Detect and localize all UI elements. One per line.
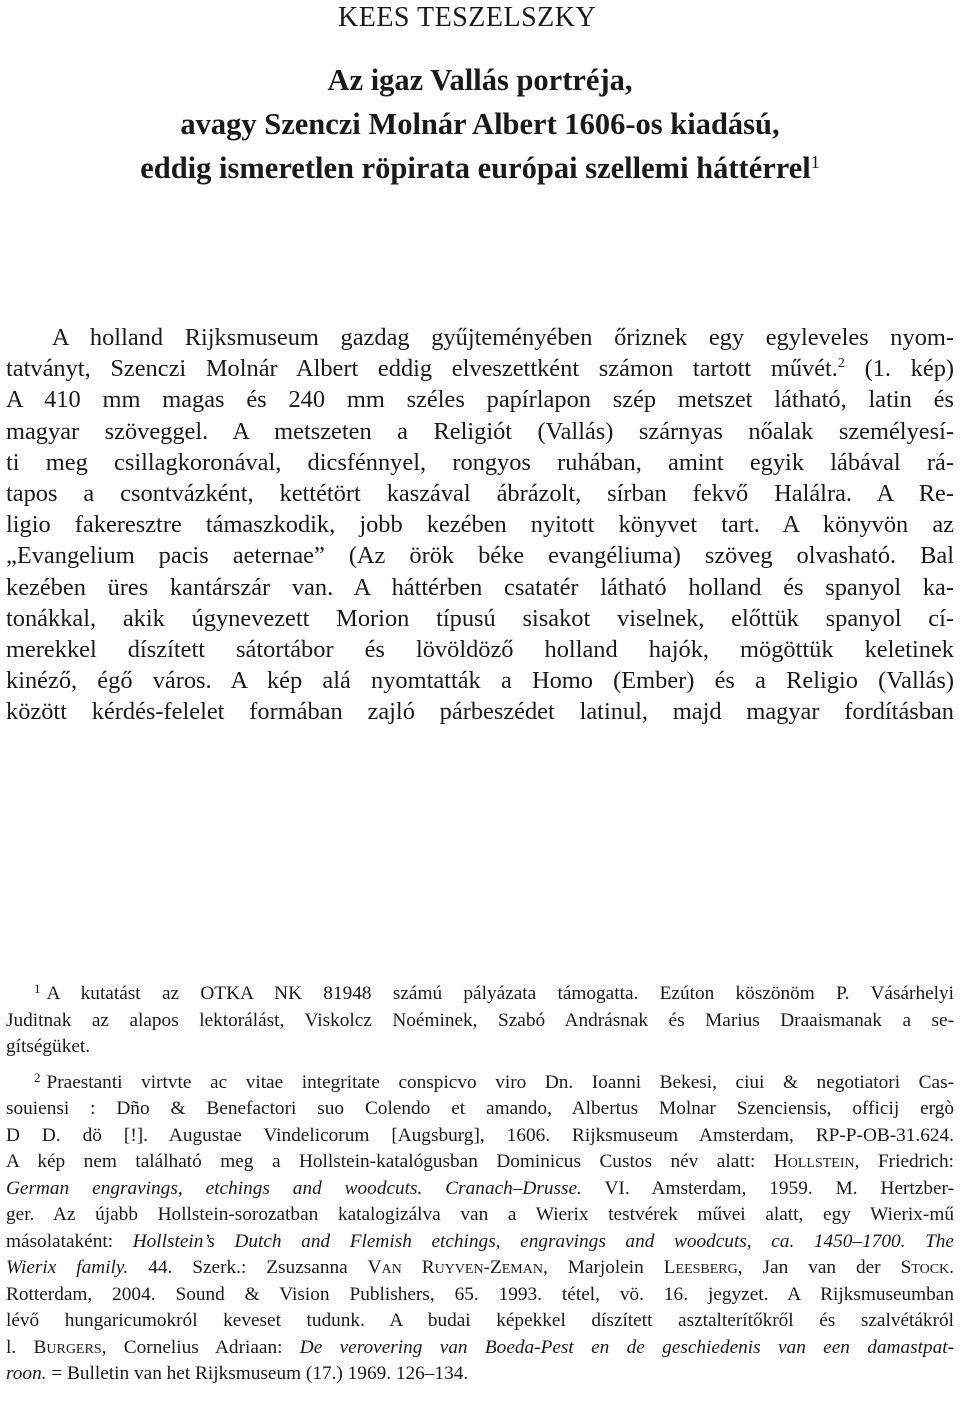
body-line: kezében üres kantárszár van. A háttérben csatatér látható holland és spanyol ka- [6, 573, 954, 601]
body-line: magyar szöveggel. A metszeten a Religiót (Vallás) szárnyas nőalak személyesí- [6, 417, 954, 445]
author-smallcaps: Van Ruyven-Zeman [367, 1257, 543, 1278]
title-footnote-ref[interactable]: 1 [810, 152, 820, 172]
author-smallcaps: Hollstein [773, 1151, 855, 1172]
footnote-2-line: D D. dö [!]. Augustae Vindelicorum [Augsburg], 1606. Rijksmuseum Amsterdam, RP-P-OB-31.624. [6, 1124, 954, 1146]
footnote-2-text: , Cornelius Adriaan: [101, 1336, 300, 1358]
footnote-2-line [6, 1335, 954, 1362]
title-line-3 [0, 146, 960, 190]
footnote-2-line: souiensi : Dño & Benefactori suo Colendo et amando, Albertus Molnar Szenciensis, officij ergò [6, 1098, 954, 1119]
footnote-2-text: , Friedrich: [854, 1151, 954, 1172]
footnote-2-text: l. [6, 1336, 34, 1358]
footnote-1-line: Juditnak az alapos lektorálást, Viskolcz Noéminek, Szabó Andrásnak és Marius Draaismanak a se- [6, 1009, 954, 1031]
footnote-2-text: A kép nem található meg a Hollstein-katalógusban Dominicus Custos név alatt: [6, 1151, 774, 1172]
footnote-2-line [6, 1229, 954, 1256]
book-title: Wierix family. [6, 1257, 129, 1278]
author-smallcaps: Burgers [33, 1336, 102, 1358]
footnote-2-line [6, 1361, 954, 1388]
footnote-2-text: 44. Szerk.: Zsuzsanna [128, 1257, 368, 1278]
body-footnote-ref[interactable]: 2 [837, 356, 845, 372]
footnote-2-line [6, 1070, 954, 1097]
title-line-3-text: eddig ismeretlen röpirata európai szellemi háttérrel [140, 151, 811, 185]
footnote-2-number: 2 [34, 1069, 41, 1085]
book-title: Hollstein’s Dutch and Flemish etchings, engravings and woodcuts, ca. 1450–1700. The [132, 1230, 954, 1252]
body-paragraph [6, 322, 954, 727]
footnotes [6, 981, 954, 1388]
footnote-1-text: A kutatást az OTKA NK 81948 számú pályázata támogatta. Ezúton köszönöm P. Vásárhelyi [46, 983, 954, 1004]
body-line: merekkel díszített sátortábor és lövöldöző holland hajók, mögöttük keletinek [6, 635, 954, 663]
body-line-text: tatványt, Szenczi Molnár Albert eddig elveszettként számon tartott művét. [6, 355, 838, 383]
author-name: KEES TESZELSZKY [338, 2, 597, 33]
footnote-2-text: , Marjolein [542, 1257, 664, 1278]
footnote-2-text: = Bulletin van het Rijksmuseum (17.) 1969. 126–134. [46, 1363, 469, 1384]
footnote-2-line: ger. Az újabb Hollstein-sorozatban katalogizálva van a Wierix testvérek művei alatt, egy Wierix-mű [6, 1204, 954, 1225]
footnote-2-text: , Jan van der [737, 1257, 901, 1278]
footnote-2-text: VI. Amsterdam, 1959. M. Hertzber- [581, 1177, 955, 1199]
title-line-1: Az igaz Vallás portréja, [327, 63, 633, 97]
footnote-1-number: 1 [34, 981, 41, 996]
body-line-tail: (1. kép) [844, 355, 955, 383]
footnote-2-text: . [949, 1257, 954, 1278]
body-line: között kérdés-felelet formában zajló párbeszédet latinul, majd magyar fordításban [6, 698, 954, 726]
footnote-1-line [6, 981, 954, 1008]
author-smallcaps: Leesberg [663, 1257, 738, 1278]
footnote-2-line [6, 1255, 954, 1282]
body-line: „Evangelium pacis aeternae” (Az örök béke evangéliuma) szöveg olvasható. Bal [6, 542, 954, 570]
footnote-2-line: Rotterdam, 2004. Sound & Vision Publishers, 65. 1993. tétel, vö. 16. jegyzet. A Rijksmuseumban [6, 1283, 954, 1305]
body-line: tapos a csontvázként, kettétört kaszával ábrázolt, sírban fekvő Halálra. A Re- [6, 479, 954, 507]
body-line: ti meg csillagkoronával, dicsfénnyel, rongyos ruhában, amint egyik lábával rá- [6, 448, 954, 476]
body-line: kinéző, égő város. A kép alá nyomtatták a Homo (Ember) és a Religio (Vallás) [6, 667, 954, 695]
book-title: roon. [6, 1363, 47, 1384]
author-smallcaps: Stock [900, 1257, 950, 1278]
footnote-2-line: lévő hungaricumokról keveset tudunk. A budai képekkel díszített asztalterítőkről és szalvétákról [6, 1310, 954, 1331]
book-title: German engravings, etchings and woodcuts. Cranach–Drusse. [6, 1177, 582, 1199]
footnote-2-text: Praestanti virtvte ac vitae integritate conspicvo viro Dn. Ioanni Bekesi, ciui & negotiatori Cas- [46, 1071, 954, 1093]
footnote-1-line: gítségüket. [6, 1036, 91, 1057]
title-line-2: avagy Szenczi Molnár Albert 1606-os kiadású, [180, 107, 780, 141]
body-line: ligio fakeresztre támaszkodik, jobb kezében nyitott könyvet tart. A könyvön az [6, 511, 954, 539]
body-line [6, 353, 954, 384]
article-title [0, 58, 960, 190]
body-line: A 410 mm magas és 240 mm széles papírlapon szép metszet látható, latin és [6, 386, 954, 414]
footnote-2-line [6, 1176, 954, 1203]
book-title: De verovering van Boeda-Pest en de geschiedenis van een damastpat- [299, 1336, 955, 1358]
footnote-2-line [6, 1149, 954, 1176]
footnote-2-text: másolataként: [6, 1230, 133, 1252]
body-line: tonákkal, akik úgynevezett Morion típusú sisakot viselnek, előttük spanyol cí- [6, 604, 954, 632]
body-line: A holland Rijksmuseum gazdag gyűjteményében őriznek egy egyleveles nyom- [52, 324, 954, 351]
